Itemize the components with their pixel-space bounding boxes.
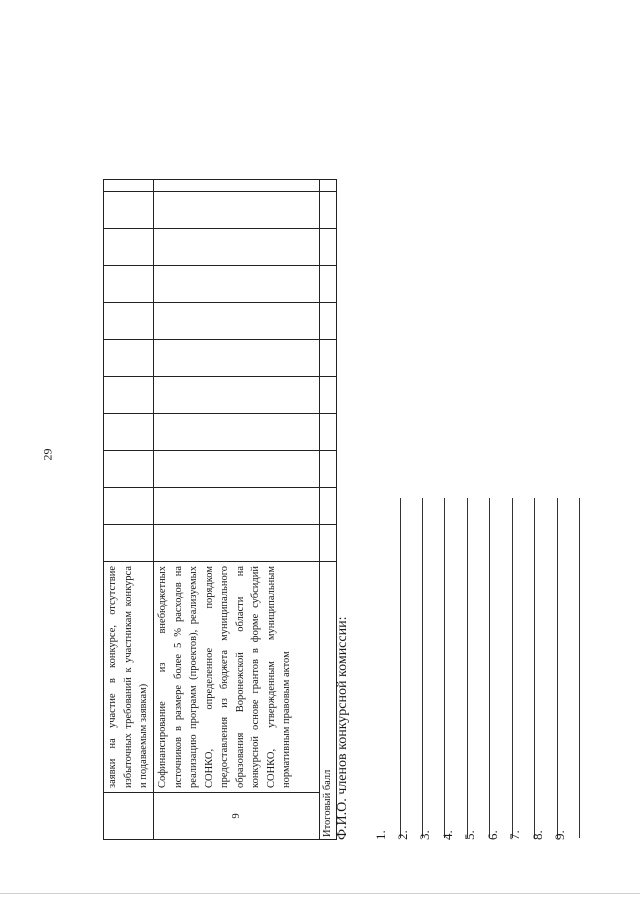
score-cell <box>320 229 337 266</box>
table-row <box>104 180 154 840</box>
score-cell <box>104 229 154 266</box>
score-cell <box>320 303 337 340</box>
signature-line: 5. <box>462 498 494 840</box>
criterion-cell: Софинансирование из внебюджетных источников в размере более 5 % расходов на реализацию программ (проектов), реализуемых СОНКО, определенное порядком предоставления из бюджета муниципального образования Воронежской области на конкурсной основе грантов в форме субсидий СОНКО, утвержденным муниципальным нормативным правовым актом <box>154 562 320 793</box>
score-cell <box>154 180 320 192</box>
bottom-edge-line <box>0 893 640 894</box>
score-cell <box>154 488 320 525</box>
score-cell <box>104 525 154 562</box>
table-row <box>154 180 320 840</box>
score-cell <box>104 266 154 303</box>
score-cell <box>320 451 337 488</box>
total-label: Итоговый балл <box>320 562 337 840</box>
score-cell <box>104 180 154 192</box>
score-cell <box>154 414 320 451</box>
score-cell <box>320 180 337 192</box>
score-cell <box>104 340 154 377</box>
score-cell <box>154 377 320 414</box>
score-cell <box>104 303 154 340</box>
score-cell <box>154 266 320 303</box>
signature-line: 8. <box>530 498 562 840</box>
score-cell <box>154 451 320 488</box>
score-cell <box>320 525 337 562</box>
score-cell <box>104 192 154 229</box>
score-cell <box>154 303 320 340</box>
score-cell <box>320 340 337 377</box>
score-cell <box>154 192 320 229</box>
row-number-cell <box>104 793 154 840</box>
score-cell <box>320 414 337 451</box>
score-cell <box>154 525 320 562</box>
signature-line: 6. <box>485 498 517 840</box>
score-cell <box>104 377 154 414</box>
score-cell <box>320 488 337 525</box>
table-row <box>320 180 337 840</box>
score-cell <box>104 488 154 525</box>
signature-line: 9. <box>552 498 584 840</box>
score-cell <box>154 229 320 266</box>
score-cell <box>320 266 337 303</box>
criterion-cell: заявки на участие в конкурсе, отсутствие избыточных требований к участникам конкурса и подаваемым заявкам) <box>104 562 154 793</box>
score-cell <box>320 377 337 414</box>
signature-line: 3. <box>417 498 449 840</box>
commission-title: Ф.И.О. членов конкурсной комиссии: <box>335 616 350 840</box>
page-number: 29 <box>40 448 55 461</box>
signature-line: 7. <box>507 498 539 840</box>
score-cell <box>104 414 154 451</box>
scoring-table <box>103 179 337 840</box>
rotated-content <box>103 40 623 840</box>
signature-line: 1. <box>373 498 405 840</box>
score-cell <box>104 451 154 488</box>
score-cell <box>154 340 320 377</box>
row-number-cell: 9 <box>154 793 320 840</box>
signature-line: 4. <box>440 498 472 840</box>
score-cell <box>320 192 337 229</box>
signature-line: 2. <box>395 498 427 840</box>
